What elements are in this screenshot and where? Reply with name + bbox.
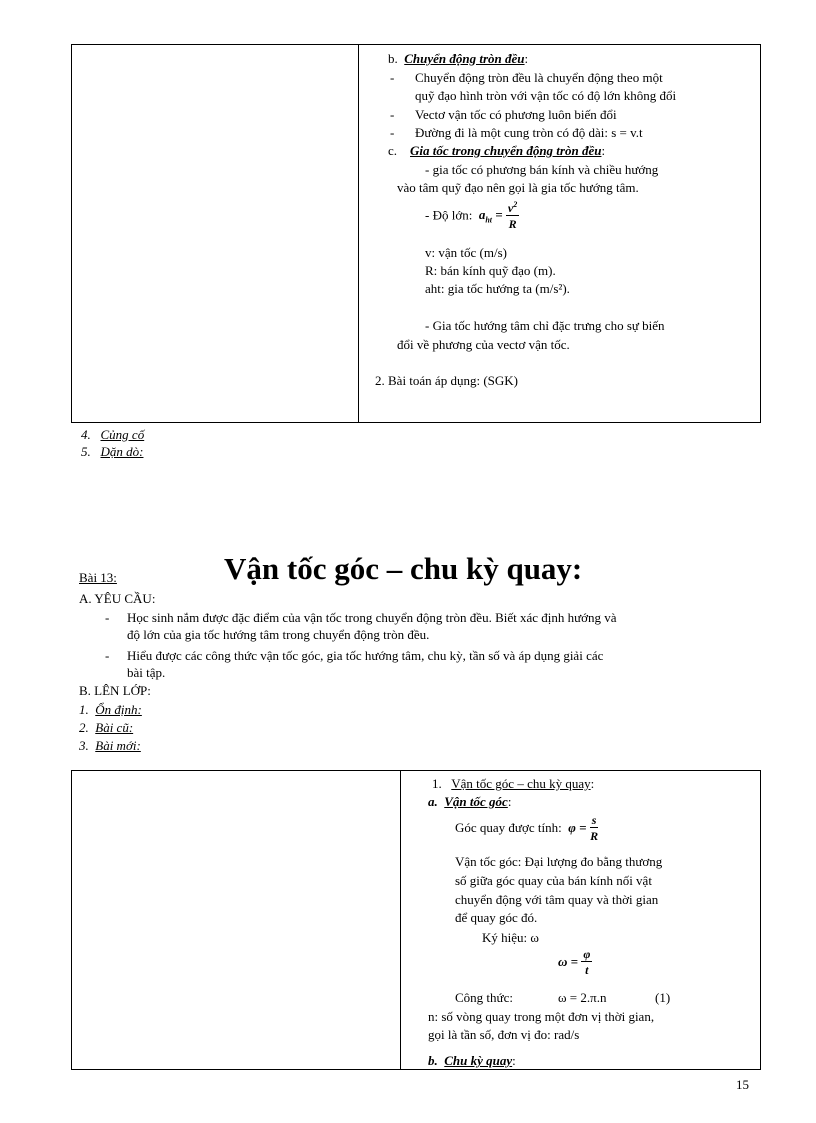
t1-c-title: Gia tốc trong chuyển động tròn đều [410, 143, 602, 158]
req-2-dash: - [105, 648, 110, 663]
t1-b-item-3: - [390, 125, 395, 140]
aht-fraction: $\frac{v^2}{R}$ [507, 200, 518, 231]
t1-c-text-1: - gia tốc có phương bán kính và chiều hướng [425, 162, 659, 177]
t2-omega-formula: ω = $\frac{\varphi}{t}$ [558, 947, 591, 977]
t1-b-item-3-text: Đường đi là một cung tròn có độ dài: s = v.t [415, 125, 643, 140]
step-1: 1. Ổn định: [79, 702, 142, 717]
t2-phi-formula: Góc quay được tính: φ = $\frac{s}{R}$ [455, 813, 599, 843]
t1-def-v: v: vận tốc (m/s) [425, 245, 507, 260]
omega-fraction: $\frac{\varphi}{t}$ [583, 947, 591, 977]
t2-n-1: n: số vòng quay trong một đơn vị thời gian, [428, 1009, 655, 1024]
req-1-dash: - [105, 610, 110, 625]
t1-b-item-1-text: Chuyển động tròn đều là chuyển động theo một [415, 70, 663, 85]
step-2: 2. Bài cũ: [79, 720, 134, 735]
t2-ky-hieu: Ký hiệu: ω [482, 930, 539, 945]
t1-note-1: - Gia tốc hướng tâm chỉ đặc trưng cho sự biến [425, 318, 665, 333]
t2-formula-no: (1) [655, 990, 671, 1005]
t1-item-2: 2. Bài toán áp dụng: (SGK) [375, 373, 518, 388]
table-1-divider [358, 44, 359, 423]
t2-b-heading: b. Chu kỳ quay: [428, 1053, 516, 1068]
t2-vtg-1: Vận tốc góc: Đại lượng đo bằng thương [455, 854, 663, 869]
phi-fraction: $\frac{s}{R}$ [590, 813, 599, 843]
t1-b-item-1: - [390, 70, 395, 85]
req-2-b: bài tập. [127, 665, 166, 680]
t1-b-item-1-cont: quỹ đạo hình tròn với vận tốc có độ lớn không đổi [415, 88, 677, 103]
table-2 [71, 770, 761, 1070]
req-2-a: Hiểu được các công thức vận tốc góc, gia tốc hướng tâm, chu kỳ, tần số và áp dụng giải các [127, 648, 604, 663]
item-5: 5. Dặn dò: [81, 444, 144, 459]
t1-note-2: đổi về phương của vectơ vận tốc. [397, 337, 570, 352]
t2-a-heading: a. Vận tốc góc: [428, 794, 512, 809]
t1-b-title: Chuyển động tròn đều [404, 51, 525, 66]
t2-n-2: gọi là tần số, đơn vị đo: rad/s [428, 1027, 580, 1042]
req-1-a: Học sinh nắm được đặc điểm của vận tốc trong chuyển động tròn đều. Biết xác định hướng và [127, 610, 617, 625]
t2-heading-1: 1. Vận tốc góc – chu kỳ quay: [432, 776, 595, 791]
page-number: 15 [736, 1077, 749, 1092]
t2-vtg-4: để quay góc đó. [455, 910, 538, 925]
lesson-title: Vận tốc góc – chu kỳ quay: [224, 551, 583, 586]
t2-cong-thuc: Công thức: [455, 990, 513, 1005]
t1-c-heading: c. Gia tốc trong chuyển động tròn đều: [388, 143, 606, 158]
section-A: A. YÊU CẦU: [79, 591, 156, 606]
step-3: 3. Bài mới: [79, 738, 141, 753]
t2-vtg-3: chuyển động với tâm quay và thời gian [455, 892, 659, 907]
t2-formula: ω = 2.π.n [558, 990, 607, 1005]
item-4-label: Củng cố [100, 427, 145, 442]
lesson-label: Bài 13: [79, 570, 117, 585]
t2-vtg-2: số giữa góc quay của bán kính nối vật [455, 873, 652, 888]
t1-def-R: R: bán kính quỹ đạo (m). [425, 263, 556, 278]
section-B: B. LÊN LỚP: [79, 683, 151, 698]
t1-aht-formula: - Độ lớn: $a_{ht}$ = $\frac{v^2}{R}$ [425, 200, 518, 231]
t1-b-item-2: - [390, 107, 395, 122]
item-5-label: Dặn dò: [100, 444, 144, 459]
table-2-divider [400, 770, 401, 1070]
req-1-b: độ lớn của gia tốc hướng tâm trong chuyển động tròn đều. [127, 627, 430, 642]
t1-c-text-2: vào tâm quỹ đạo nên gọi là gia tốc hướng tâm. [397, 180, 639, 195]
item-4: 4. Củng cố [81, 427, 145, 442]
t1-def-aht: aht: gia tốc hướng ta (m/s²). [425, 281, 570, 296]
t1-b-item-2-text: Vectơ vận tốc có phương luôn biến đổi [415, 107, 617, 122]
t1-b-heading: b. Chuyển động tròn đều: [388, 51, 529, 66]
